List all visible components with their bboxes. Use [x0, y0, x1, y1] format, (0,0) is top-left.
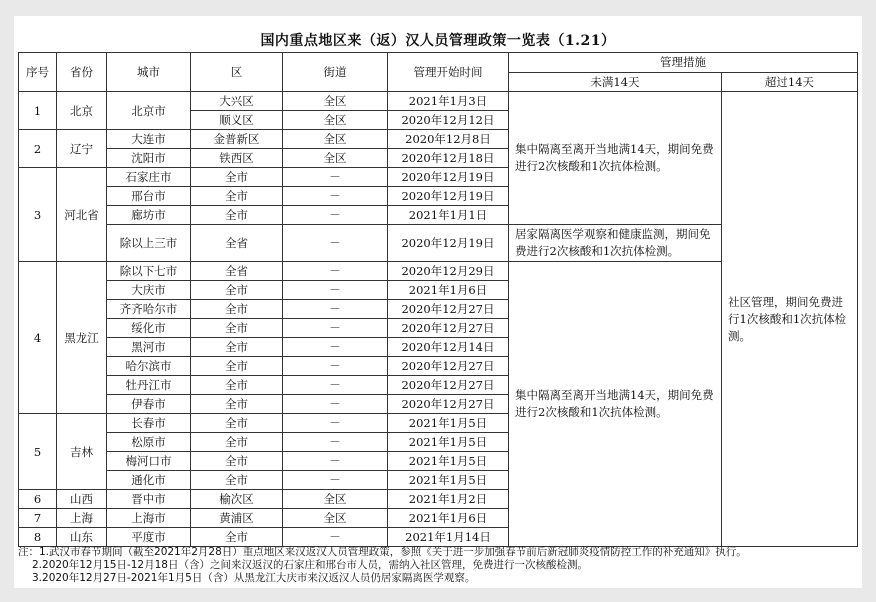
city-cell: 牡丹江市 [107, 376, 191, 395]
district-cell: 全市 [191, 376, 283, 395]
city-cell: 平度市 [107, 528, 191, 547]
table-row [19, 92, 858, 111]
seq-cell: 6 [19, 490, 57, 509]
time-cell: 2021年1月5日 [388, 414, 509, 433]
district-cell: 铁西区 [191, 149, 283, 168]
province-cell: 北京 [57, 92, 107, 130]
district-cell: 金普新区 [191, 130, 283, 149]
header-district: 区 [191, 53, 283, 92]
province-cell: 山东 [57, 528, 107, 547]
city-cell: 伊春市 [107, 395, 191, 414]
street-cell: － [283, 452, 388, 471]
city-cell: 邢台市 [107, 187, 191, 206]
time-cell: 2020年12月19日 [388, 168, 509, 187]
district-cell: 全市 [191, 357, 283, 376]
district-cell: 全市 [191, 206, 283, 225]
city-cell: 晋中市 [107, 490, 191, 509]
city-cell: 黑河市 [107, 338, 191, 357]
header-under14: 未满14天 [509, 72, 722, 92]
city-cell: 沈阳市 [107, 149, 191, 168]
time-cell: 2020年12月27日 [388, 319, 509, 338]
district-cell: 全省 [191, 262, 283, 281]
header-city: 城市 [107, 53, 191, 92]
city-cell: 除以上三市 [107, 225, 191, 262]
time-cell: 2021年1月3日 [388, 92, 509, 111]
city-cell: 大庆市 [107, 281, 191, 300]
city-cell: 上海市 [107, 509, 191, 528]
city-cell: 通化市 [107, 471, 191, 490]
street-cell: － [283, 206, 388, 225]
time-cell: 2021年1月2日 [388, 490, 509, 509]
page-title: 国内重点地区来（返）汉人员管理政策一览表（1.21） [260, 33, 616, 49]
measure-cell: 集中隔离至离开当地满14天，期间免费进行2次核酸和1次抗体检测。 [509, 92, 722, 225]
header-row [19, 53, 858, 73]
district-cell: 全市 [191, 433, 283, 452]
district-cell: 全市 [191, 300, 283, 319]
measure-cell: 居家隔离医学观察和健康监测，期间免费进行2次核酸和1次抗体检测。 [509, 225, 722, 262]
district-cell: 顺义区 [191, 111, 283, 130]
city-cell: 北京市 [107, 92, 191, 130]
district-cell: 全市 [191, 528, 283, 547]
street-cell: 全区 [283, 509, 388, 528]
time-cell: 2020年12月29日 [388, 262, 509, 281]
street-cell: － [283, 300, 388, 319]
header-seq: 序号 [19, 53, 57, 92]
province-cell: 吉林 [57, 414, 107, 490]
street-cell: － [283, 338, 388, 357]
header-over14: 超过14天 [722, 72, 858, 92]
district-cell: 榆次区 [191, 490, 283, 509]
seq-cell: 7 [19, 509, 57, 528]
time-cell: 2020年12月12日 [388, 111, 509, 130]
province-cell: 山西 [57, 490, 107, 509]
district-cell: 全市 [191, 414, 283, 433]
city-cell: 哈尔滨市 [107, 357, 191, 376]
city-cell: 绥化市 [107, 319, 191, 338]
street-cell: － [283, 414, 388, 433]
document-page [14, 16, 862, 588]
street-cell: － [283, 262, 388, 281]
time-cell: 2020年12月8日 [388, 130, 509, 149]
header-province: 省份 [57, 53, 107, 92]
time-cell: 2021年1月5日 [388, 452, 509, 471]
street-cell: 全区 [283, 490, 388, 509]
street-cell: － [283, 433, 388, 452]
footnote-2: 2.2020年12月15日-12月18日（含）之间来汉返汉的石家庄和邢台市人员，需纳入社区管理，免费进行一次核酸检测。 [32, 559, 588, 571]
time-cell: 2021年1月6日 [388, 281, 509, 300]
seq-cell: 1 [19, 92, 57, 130]
measure-cell: 集中隔离至离开当地满14天，期间免费进行2次核酸和1次抗体检测。 [509, 262, 722, 547]
district-cell: 全市 [191, 187, 283, 206]
province-cell: 辽宁 [57, 130, 107, 168]
street-cell: 全区 [283, 130, 388, 149]
time-cell: 2021年1月6日 [388, 509, 509, 528]
district-cell: 全市 [191, 452, 283, 471]
city-cell: 长春市 [107, 414, 191, 433]
street-cell: － [283, 319, 388, 338]
time-cell: 2020年12月27日 [388, 376, 509, 395]
district-cell: 全市 [191, 319, 283, 338]
city-cell: 松原市 [107, 433, 191, 452]
time-cell: 2021年1月1日 [388, 206, 509, 225]
province-cell: 河北省 [57, 168, 107, 262]
header-start-time: 管理开始时间 [388, 53, 509, 92]
street-cell: － [283, 357, 388, 376]
seq-cell: 3 [19, 168, 57, 262]
seq-cell: 2 [19, 130, 57, 168]
footnote-3: 3.2020年12月27日-2021年1月5日（含）从黑龙江大庆市来汉返汉人员仍居家隔离医学观察。 [32, 572, 476, 584]
city-cell: 齐齐哈尔市 [107, 300, 191, 319]
time-cell: 2020年12月27日 [388, 357, 509, 376]
district-cell: 全省 [191, 225, 283, 262]
street-cell: － [283, 471, 388, 490]
district-cell: 全市 [191, 168, 283, 187]
province-cell: 黑龙江 [57, 262, 107, 414]
district-cell: 全市 [191, 338, 283, 357]
footnote-1: 注：1.武汉市春节期间（截至2021年2月28日）重点地区来汉返汉人员管理政策，参照《关于进一步加强春节前后新冠肺炎疫情防控工作的补充通知》执行。 [18, 546, 747, 558]
time-cell: 2020年12月14日 [388, 338, 509, 357]
city-cell: 除以下七市 [107, 262, 191, 281]
time-cell: 2020年12月18日 [388, 149, 509, 168]
time-cell: 2020年12月27日 [388, 300, 509, 319]
district-cell: 全市 [191, 395, 283, 414]
measure-over14-cell: 社区管理，期间免费进行1次核酸和1次抗体检测。 [722, 92, 858, 547]
district-cell: 全市 [191, 471, 283, 490]
street-cell: 全区 [283, 111, 388, 130]
time-cell: 2020年12月19日 [388, 187, 509, 206]
street-cell: － [283, 187, 388, 206]
street-cell: － [283, 395, 388, 414]
time-cell: 2020年12月19日 [388, 225, 509, 262]
time-cell: 2021年1月14日 [388, 528, 509, 547]
seq-cell: 5 [19, 414, 57, 490]
time-cell: 2021年1月5日 [388, 471, 509, 490]
district-cell: 黄浦区 [191, 509, 283, 528]
header-measures: 管理措施 [509, 53, 858, 73]
time-cell: 2020年12月27日 [388, 395, 509, 414]
district-cell: 大兴区 [191, 92, 283, 111]
policy-table [18, 52, 858, 547]
header-street: 街道 [283, 53, 388, 92]
seq-cell: 8 [19, 528, 57, 547]
street-cell: － [283, 225, 388, 262]
street-cell: － [283, 528, 388, 547]
city-cell: 大连市 [107, 130, 191, 149]
city-cell: 石家庄市 [107, 168, 191, 187]
street-cell: 全区 [283, 149, 388, 168]
footnotes [18, 546, 858, 585]
street-cell: － [283, 376, 388, 395]
time-cell: 2021年1月5日 [388, 433, 509, 452]
seq-cell: 4 [19, 262, 57, 414]
district-cell: 全市 [191, 281, 283, 300]
street-cell: 全区 [283, 92, 388, 111]
street-cell: － [283, 281, 388, 300]
street-cell: － [283, 168, 388, 187]
province-cell: 上海 [57, 509, 107, 528]
city-cell: 梅河口市 [107, 452, 191, 471]
city-cell: 廊坊市 [107, 206, 191, 225]
